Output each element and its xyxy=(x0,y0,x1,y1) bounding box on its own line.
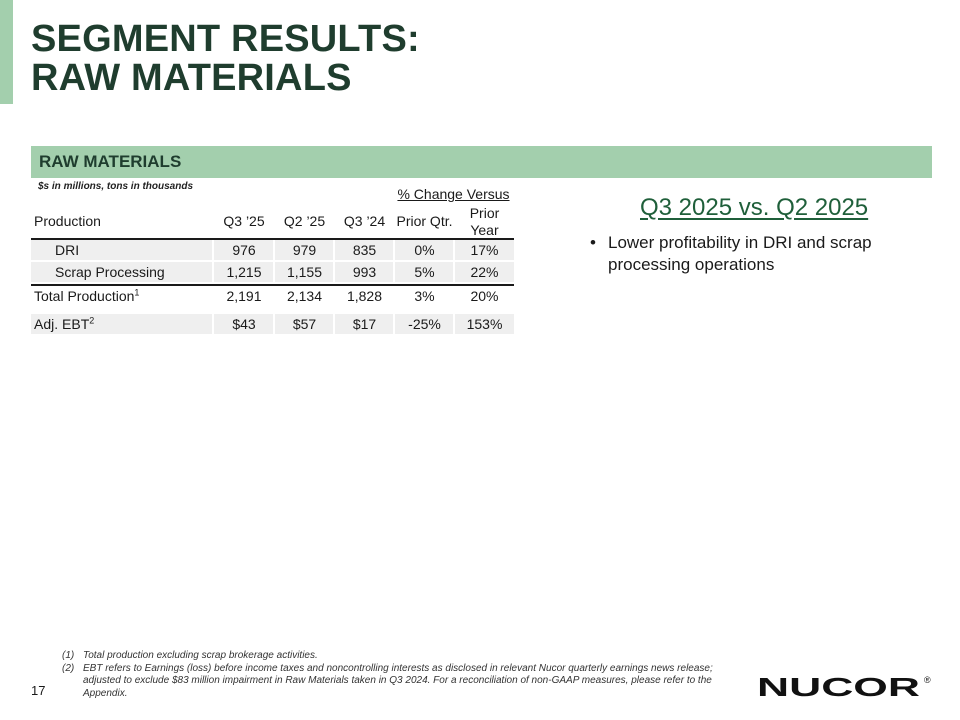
cell-q3-25: 976 xyxy=(232,242,256,258)
cell-q3-24: 993 xyxy=(352,264,377,280)
header-production: Production xyxy=(34,213,101,229)
bullet-text: Lower profitability in DRI and scrap processing operations xyxy=(608,233,872,274)
cell-q2-25: 979 xyxy=(292,242,317,258)
row-label-text: Adj. EBT xyxy=(34,316,90,332)
cell-q3-25: $43 xyxy=(232,316,256,332)
comparison-bullet xyxy=(590,232,900,276)
table-row-ebt xyxy=(31,314,514,334)
logo-wordmark: NUCOR xyxy=(757,674,921,698)
column-divider xyxy=(453,314,455,334)
accent-bar xyxy=(0,0,13,104)
column-divider xyxy=(212,240,214,260)
bullet-icon: • xyxy=(590,233,596,252)
header-prior-year xyxy=(455,205,514,239)
column-divider xyxy=(273,240,275,260)
column-divider xyxy=(393,240,395,260)
cell-prior-qtr: -25% xyxy=(408,316,441,332)
footnote-text: EBT refers to Earnings (loss) before income taxes and noncontrolling interests as disclosed in relevant Nucor quarterly earnings news release; adjusted to exclude $83 million impairment in Raw Materials taken in Q3 2024. For a reconciliation of non-GAAP measures, please refer to the Appendix. xyxy=(83,662,713,699)
header-q3-24: Q3 ’24 xyxy=(343,213,386,229)
cell-q3-25: 2,191 xyxy=(226,288,262,304)
header-prior-qtr: Prior Qtr. xyxy=(396,213,453,229)
column-divider xyxy=(333,314,335,334)
cell-q3-24: 1,828 xyxy=(346,288,383,304)
column-divider xyxy=(453,262,455,282)
footnote-ref: 1 xyxy=(134,287,140,298)
cell-q2-25: 1,155 xyxy=(286,264,323,280)
cell-prior-qtr: 5% xyxy=(414,264,435,280)
page-title xyxy=(31,20,420,98)
row-label: Scrap Processing xyxy=(55,264,165,280)
header-q3-25: Q3 ’25 xyxy=(223,213,265,229)
column-divider xyxy=(393,314,395,334)
cell-prior-year: 17% xyxy=(470,242,499,258)
registered-mark-icon: ® xyxy=(924,675,931,685)
pct-change-header: % Change Versus xyxy=(397,186,510,202)
footnotes xyxy=(62,650,742,700)
column-divider xyxy=(212,262,214,282)
table-row xyxy=(31,238,514,260)
cell-prior-qtr: 0% xyxy=(414,242,435,258)
cell-prior-qtr: 3% xyxy=(414,288,435,304)
row-label: DRI xyxy=(55,242,80,258)
column-divider xyxy=(212,314,214,334)
footnote-number: (2) xyxy=(62,662,75,674)
cell-q2-25: $57 xyxy=(292,316,317,332)
header-prior-year-line-1: Prior xyxy=(469,205,500,221)
footnote-number: (1) xyxy=(62,650,75,661)
footnote xyxy=(62,650,742,663)
comparison-title: Q3 2025 vs. Q2 2025 xyxy=(640,194,869,221)
cell-prior-year: 153% xyxy=(466,316,503,332)
footnote-text: Total production excluding scrap brokerage activities. xyxy=(83,650,318,661)
nucor-logo xyxy=(757,674,932,698)
cell-prior-year: 22% xyxy=(470,264,499,280)
page-title-line-1: SEGMENT RESULTS: xyxy=(31,18,420,60)
table-row xyxy=(31,262,514,282)
section-label: RAW MATERIALS xyxy=(39,152,182,171)
column-divider xyxy=(333,262,335,282)
header-prior-year-line-2: Year xyxy=(470,222,499,238)
row-label-text: Total Production xyxy=(34,288,135,304)
cell-q3-24: 835 xyxy=(352,242,377,258)
header-q2-25: Q2 ’25 xyxy=(283,213,326,229)
page-title-line-2: RAW MATERIALS xyxy=(31,57,352,99)
cell-q2-25: 2,134 xyxy=(286,288,323,304)
section-band xyxy=(31,146,932,178)
page-number: 17 xyxy=(31,683,46,698)
table-row-total xyxy=(31,284,514,306)
footnote xyxy=(62,663,742,701)
units-note: $s in millions, tons in thousands xyxy=(38,181,194,192)
column-divider xyxy=(273,262,275,282)
row-label xyxy=(34,286,214,306)
column-divider xyxy=(333,240,335,260)
cell-prior-year: 20% xyxy=(470,288,499,304)
row-label xyxy=(34,314,214,334)
cell-q3-25: 1,215 xyxy=(226,264,262,280)
column-divider xyxy=(393,262,395,282)
column-divider xyxy=(453,240,455,260)
column-divider xyxy=(273,314,275,334)
cell-q3-24: $17 xyxy=(352,316,377,332)
footnote-ref: 2 xyxy=(89,315,95,326)
